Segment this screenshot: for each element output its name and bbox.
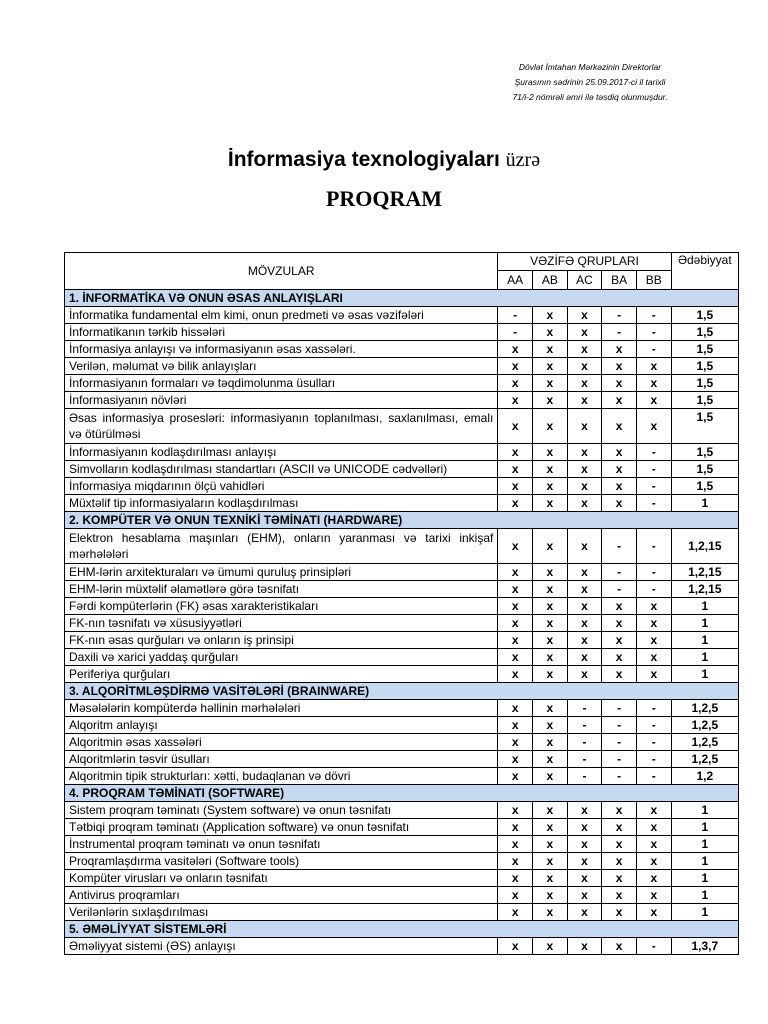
literature-cell: 1,5 [671,324,738,341]
group-mark-cell: x [636,904,671,921]
table-row [65,768,739,785]
group-mark-cell: x [533,768,568,785]
group-mark-cell: - [636,751,671,768]
section-title: 3. ALQORİTMLƏŞDİRMƏ VASİTƏLƏRİ (BRAINWARE) [65,683,739,700]
group-mark-cell: x [636,870,671,887]
group-mark-cell: x [533,632,568,649]
group-mark-cell: x [567,632,602,649]
group-mark-cell: - [602,324,637,341]
group-mark-cell: x [498,375,533,392]
table-row [65,904,739,921]
literature-cell: 1 [671,887,738,904]
group-mark-cell: x [498,341,533,358]
header-groups: VƏZİFƏ QRUPLARI [498,253,671,271]
group-mark-cell: x [636,409,671,444]
literature-cell: 1,2 [671,768,738,785]
group-mark-cell: x [533,495,568,512]
group-mark-cell: x [533,751,568,768]
topic-cell: Antivirus proqramları [65,887,498,904]
literature-cell: 1,5 [671,341,738,358]
group-mark-cell: x [533,529,568,564]
topic-cell: Elektron hesablama maşınları (EHM), onların yaranması və tarixi inkişaf mərhələləri [65,529,498,564]
literature-cell: 1 [671,615,738,632]
topic-cell: Daxili və xarici yaddaş qurğuları [65,649,498,666]
group-mark-cell: - [567,700,602,717]
page-title [0,148,768,172]
literature-cell: 1,5 [671,392,738,409]
header-group-code: BB [636,270,671,289]
group-mark-cell: x [498,802,533,819]
group-mark-cell: x [533,904,568,921]
group-mark-cell: x [498,853,533,870]
group-mark-cell: x [602,392,637,409]
group-mark-cell: x [498,734,533,751]
topic-cell: EHM-lərin arxitekturaları və ümumi quruluş prinsipləri [65,564,498,581]
group-mark-cell: x [636,887,671,904]
topic-cell: Alqoritmin tipik strukturları: xətti, budaqlanan və dövri [65,768,498,785]
table-row [65,666,739,683]
table-row [65,870,739,887]
literature-cell: 1,2,15 [671,564,738,581]
group-mark-cell: x [567,529,602,564]
group-mark-cell: x [498,836,533,853]
section-header-row [65,683,739,700]
literature-cell: 1,5 [671,358,738,375]
group-mark-cell: x [567,904,602,921]
group-mark-cell: x [533,444,568,461]
section-header-row [65,921,739,938]
table-row [65,938,739,955]
group-mark-cell: x [498,564,533,581]
group-mark-cell: - [636,341,671,358]
topic-cell: İnformatikanın tərkib hissələri [65,324,498,341]
page-title-main: İnformasiya texnologiyaları [227,148,500,171]
group-mark-cell: x [533,615,568,632]
group-mark-cell: x [533,734,568,751]
topic-cell: İnformasiya miqdarının ölçü vahidləri [65,478,498,495]
topic-cell: EHM-lərin müxtəlif əlamətlərə görə təsnifatı [65,581,498,598]
literature-cell: 1,5 [671,461,738,478]
literature-cell: 1 [671,819,738,836]
group-mark-cell: x [498,717,533,734]
group-mark-cell: x [636,615,671,632]
group-mark-cell: - [602,734,637,751]
table-row [65,409,739,444]
group-mark-cell: x [567,444,602,461]
topic-cell: Kompüter virusları və onların təsnifatı [65,870,498,887]
group-mark-cell: x [498,632,533,649]
group-mark-cell: x [602,375,637,392]
literature-cell: 1 [671,632,738,649]
group-mark-cell: x [567,564,602,581]
group-mark-cell: x [498,615,533,632]
literature-cell: 1,2,15 [671,581,738,598]
table-row [65,341,739,358]
group-mark-cell: x [498,444,533,461]
group-mark-cell: x [636,632,671,649]
table-row [65,307,739,324]
table-row [65,564,739,581]
group-mark-cell: x [533,887,568,904]
group-mark-cell: - [636,324,671,341]
table-header [65,253,739,290]
topic-cell: Sistem proqram təminatı (System software) və onun təsnifatı [65,802,498,819]
group-mark-cell: - [636,581,671,598]
group-mark-cell: x [533,307,568,324]
table-row [65,461,739,478]
group-mark-cell: x [602,615,637,632]
topic-cell: Alqoritm anlayışı [65,717,498,734]
table-row [65,887,739,904]
literature-cell: 1,5 [671,375,738,392]
group-mark-cell: x [533,375,568,392]
group-mark-cell: x [533,392,568,409]
header-topics: MÖVZULAR [65,253,498,290]
group-mark-cell: - [602,751,637,768]
literature-cell: 1,2,5 [671,717,738,734]
group-mark-cell: x [567,870,602,887]
approval-line: 71/i-2 nömrəli əmri ilə təsdiq olunmuşdur. [512,92,668,102]
group-mark-cell: x [567,598,602,615]
group-mark-cell: x [533,581,568,598]
topic-cell: İnformatika fundamental elm kimi, onun predmeti və əsas vəzifələri [65,307,498,324]
group-mark-cell: - [602,564,637,581]
group-mark-cell: - [498,307,533,324]
literature-cell: 1,5 [671,409,738,444]
table-row [65,581,739,598]
group-mark-cell: x [498,700,533,717]
section-title: 2. KOMPÜTER VƏ ONUN TEXNİKİ TƏMİNATI (HARDWARE) [65,512,739,529]
group-mark-cell: x [498,751,533,768]
group-mark-cell: x [567,581,602,598]
group-mark-cell: x [567,495,602,512]
section-header-row [65,512,739,529]
group-mark-cell: x [602,495,637,512]
group-mark-cell: x [567,649,602,666]
group-mark-cell: x [533,717,568,734]
table-row [65,734,739,751]
group-mark-cell: - [567,734,602,751]
group-mark-cell: - [636,461,671,478]
group-mark-cell: - [567,768,602,785]
group-mark-cell: x [602,836,637,853]
literature-cell: 1 [671,853,738,870]
topic-cell: Simvolların kodlaşdırılması standartları (ASCII və UNICODE cədvəlləri) [65,461,498,478]
topic-cell: Alqoritmlərin təsvir üsulları [65,751,498,768]
topic-cell: Məsələlərin kompüterdə həllinin mərhələləri [65,700,498,717]
group-mark-cell: - [602,717,637,734]
group-mark-cell: x [567,461,602,478]
group-mark-cell: x [498,478,533,495]
group-mark-cell: x [498,358,533,375]
group-mark-cell: x [567,853,602,870]
literature-cell: 1 [671,649,738,666]
group-mark-cell: - [636,717,671,734]
group-mark-cell: x [602,461,637,478]
table-row [65,478,739,495]
group-mark-cell: - [636,307,671,324]
group-mark-cell: x [602,904,637,921]
group-mark-cell: x [602,632,637,649]
table-row [65,444,739,461]
group-mark-cell: x [602,341,637,358]
topic-cell: Əməliyyat sistemi (ƏS) anlayışı [65,938,498,955]
literature-cell: 1 [671,836,738,853]
group-mark-cell: x [498,529,533,564]
table-row [65,649,739,666]
header-group-code: BA [602,270,637,289]
group-mark-cell: x [567,802,602,819]
group-mark-cell: x [602,853,637,870]
approval-line: Şurasının sədrinin 25.09.2017-ci il tarixli [514,77,666,87]
group-mark-cell: x [636,392,671,409]
topic-cell: Verilənlərin sıxlaşdırılması [65,904,498,921]
table-row [65,819,739,836]
group-mark-cell: x [533,819,568,836]
topic-cell: Periferiya qurğuları [65,666,498,683]
topic-cell: İnformasiya anlayışı və informasiyanın əsas xassələri. [65,341,498,358]
approval-line: Dövlət İmtahan Mərkəzinin Direktorlar [518,62,662,72]
group-mark-cell: x [567,307,602,324]
section-header-row [65,785,739,802]
group-mark-cell: - [602,307,637,324]
group-mark-cell: x [602,666,637,683]
group-mark-cell: x [636,358,671,375]
group-mark-cell: x [636,598,671,615]
table-body [65,290,739,955]
literature-cell: 1 [671,870,738,887]
group-mark-cell: - [602,700,637,717]
literature-cell: 1 [671,598,738,615]
section-title: 4. PROQRAM TƏMİNATI (SOFTWARE) [65,785,739,802]
group-mark-cell: x [498,581,533,598]
literature-cell: 1,5 [671,444,738,461]
group-mark-cell: - [636,529,671,564]
literature-cell: 1,2,5 [671,700,738,717]
group-mark-cell: - [636,768,671,785]
section-title: 5. ƏMƏLİYYAT SİSTEMLƏRİ [65,921,739,938]
literature-cell: 1,2,5 [671,751,738,768]
topic-cell: Müxtəlif tip informasiyaların kodlaşdırılması [65,495,498,512]
topic-cell: Proqramlaşdırma vasitələri (Software tools) [65,853,498,870]
topic-cell: İnformasiyanın kodlaşdırılması anlayışı [65,444,498,461]
page-title-suffix: üzrə [505,149,541,171]
literature-cell: 1 [671,904,738,921]
literature-cell: 1,5 [671,307,738,324]
group-mark-cell: x [498,461,533,478]
table-row [65,836,739,853]
table-row [65,632,739,649]
group-mark-cell: x [567,392,602,409]
group-mark-cell: x [636,649,671,666]
group-mark-cell: - [636,444,671,461]
group-mark-cell: x [533,478,568,495]
group-mark-cell: x [567,358,602,375]
topic-cell: İnformasiyanın növləri [65,392,498,409]
group-mark-cell: x [567,409,602,444]
group-mark-cell: x [567,938,602,955]
group-mark-cell: x [636,853,671,870]
group-mark-cell: x [498,870,533,887]
topic-cell: FK-nın təsnifatı və xüsusiyyətləri [65,615,498,632]
group-mark-cell: - [602,768,637,785]
header-literature: Ədəbiyyat [671,253,738,290]
group-mark-cell: x [498,649,533,666]
group-mark-cell: x [533,461,568,478]
group-mark-cell: x [533,853,568,870]
group-mark-cell: x [567,615,602,632]
group-mark-cell: x [533,802,568,819]
literature-cell: 1 [671,666,738,683]
group-mark-cell: - [636,478,671,495]
literature-cell: 1,2,15 [671,529,738,564]
group-mark-cell: x [636,802,671,819]
group-mark-cell: x [498,819,533,836]
program-table [64,252,739,955]
group-mark-cell: - [567,751,602,768]
group-mark-cell: x [533,324,568,341]
group-mark-cell: x [498,938,533,955]
group-mark-cell: x [602,938,637,955]
group-mark-cell: - [602,581,637,598]
group-mark-cell: x [498,904,533,921]
group-mark-cell: x [498,495,533,512]
page-subtitle: PROQRAM [325,186,443,211]
group-mark-cell: x [533,341,568,358]
header-group-code: AC [567,270,602,289]
topic-cell: FK-nın əsas qurğuları və onların iş prinsipi [65,632,498,649]
group-mark-cell: x [533,836,568,853]
group-mark-cell: x [533,409,568,444]
group-mark-cell: x [602,819,637,836]
group-mark-cell: x [602,358,637,375]
header-group-code: AB [533,270,568,289]
group-mark-cell: x [636,375,671,392]
group-mark-cell: x [533,870,568,887]
table-row [65,615,739,632]
table-row [65,751,739,768]
literature-cell: 1,3,7 [671,938,738,955]
topic-cell: Alqoritmin əsas xassələri [65,734,498,751]
table-row [65,392,739,409]
group-mark-cell: - [636,938,671,955]
group-mark-cell: - [636,564,671,581]
group-mark-cell: x [602,478,637,495]
group-mark-cell: x [533,649,568,666]
table-row [65,700,739,717]
group-mark-cell: x [602,887,637,904]
group-mark-cell: - [636,700,671,717]
group-mark-cell: x [567,666,602,683]
group-mark-cell: x [567,341,602,358]
table-row [65,324,739,341]
group-mark-cell: x [498,666,533,683]
group-mark-cell: x [498,392,533,409]
group-mark-cell: x [567,836,602,853]
group-mark-cell: x [533,666,568,683]
topic-cell: Tətbiqi proqram təminatı (Application software) və onun təsnifatı [65,819,498,836]
group-mark-cell: x [567,324,602,341]
group-mark-cell: x [602,649,637,666]
group-mark-cell: x [533,938,568,955]
header-group-code: AA [498,270,533,289]
topic-cell: İnformasiyanın formaları və təqdimolunma üsulları [65,375,498,392]
group-mark-cell: x [533,564,568,581]
group-mark-cell: - [636,495,671,512]
group-mark-cell: x [533,358,568,375]
topic-cell: Əsas informasiya prosesləri: informasiyanın toplanılması, saxlanılması, emalı və ötürülməsi [65,409,498,444]
group-mark-cell: - [636,734,671,751]
approval-note [480,60,700,105]
section-header-row [65,290,739,307]
group-mark-cell: x [602,444,637,461]
group-mark-cell: x [533,598,568,615]
table-row [65,529,739,564]
literature-cell: 1 [671,495,738,512]
group-mark-cell: x [567,819,602,836]
literature-cell: 1 [671,802,738,819]
table-row [65,495,739,512]
group-mark-cell: x [602,598,637,615]
group-mark-cell: - [602,529,637,564]
group-mark-cell: x [602,802,637,819]
group-mark-cell: x [498,887,533,904]
table-row [65,598,739,615]
table-row [65,717,739,734]
table-row [65,358,739,375]
group-mark-cell: x [636,666,671,683]
group-mark-cell: - [567,717,602,734]
group-mark-cell: x [636,819,671,836]
table-row [65,853,739,870]
group-mark-cell: x [498,768,533,785]
literature-cell: 1,2,5 [671,734,738,751]
literature-cell: 1,5 [671,478,738,495]
table-row [65,802,739,819]
topic-cell: İnstrumental proqram təminatı və onun təsnifatı [65,836,498,853]
group-mark-cell: x [636,836,671,853]
topic-cell: Verilən, məlumat və bilik anlayışları [65,358,498,375]
group-mark-cell: x [602,409,637,444]
group-mark-cell: x [567,375,602,392]
group-mark-cell: x [498,409,533,444]
section-title: 1. İNFORMATİKA VƏ ONUN ƏSAS ANLAYIŞLARI [65,290,739,307]
group-mark-cell: x [602,870,637,887]
group-mark-cell: x [533,700,568,717]
group-mark-cell: - [498,324,533,341]
group-mark-cell: x [567,478,602,495]
table-row [65,375,739,392]
group-mark-cell: x [498,598,533,615]
topic-cell: Fərdi kompüterlərin (FK) əsas xarakteristikaları [65,598,498,615]
group-mark-cell: x [567,887,602,904]
